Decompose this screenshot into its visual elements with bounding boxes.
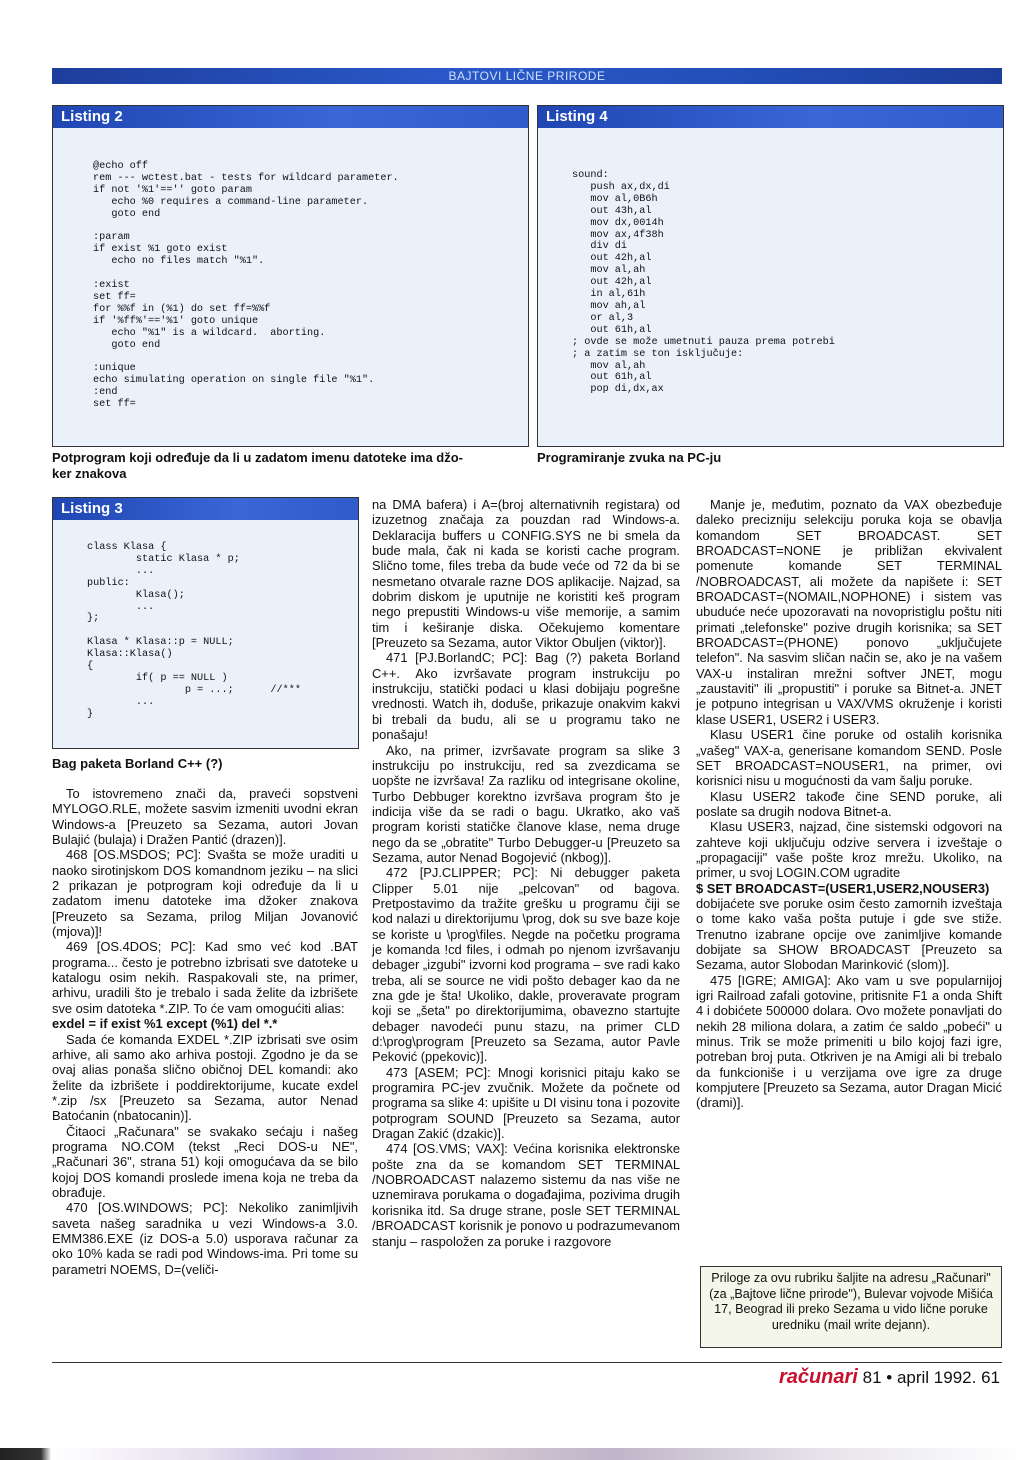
footer-divider <box>52 1362 1002 1363</box>
paragraph: Čitaoci „Računara" se svakako sećaju i našeg programa NO.COM (tekst „Reci DOS-u NE", „Računari 36", strana 51) koji omogućava da se bilo kojoj DOS komandi proslede imena koja ne treba da obrađuje. <box>52 1123 358 1200</box>
article-column-3 <box>696 497 1002 1111</box>
paragraph: 472 [PJ.CLIPPER; PC]: Ni debugger paketa Clipper 5.01 nije „pelcovan" od bagova. Pretpostavimo da tražite grešku u programu čiji se kod nalazi u direktorijumu \prog, dok su sve baze koje se koriste u \prog\files. Negde na početku programa je komanda !cd files, i odmah po njenom izvršavanju debager „izgubi" izvorni kod programa – sve radi kako treba, ali se source ne vidi pošto debager kao da ne zna gde je šta! Ukoliko, dakle, proveravate program koji se „šeta" po direktorijumima, obavezno startujte debager navodeći punu stazu, na primer CLD d:\prog\program [Preuzeto sa Sezama, autor Pavle Peković (ppekovic)]. <box>372 865 680 1065</box>
command-line: exdel = if exist %1 except (%1) del *.* <box>52 1016 278 1032</box>
paragraph: dobijaćete sve poruke osim često zamornih izveštaja o tome kako vaša pošta putuje i gde sve stiže. Trenutno izabrane opcije ove zanimljive komande dobijate sa SHOW BROADCAST [Preuzeto sa Sezama, autor Slobodan Marinković (slom)]. <box>696 895 1002 973</box>
issue-date: april 1992. <box>896 1368 977 1387</box>
paragraph: 469 [OS.4DOS; PC]: Kad smo već kod .BAT programa... često je potrebno izbrisati sve datoteke u katalogu osim nekih. Raspakovali ste, na primer, arhivu, uradili što je trebalo i sada želite da izbrišete sve osim datoteka *.ZIP. To će vam omogućiti alias: <box>52 939 358 1016</box>
article-column-2 <box>372 497 680 1249</box>
listing-3-box <box>52 497 359 749</box>
scan-edge-stripe <box>0 1448 1024 1460</box>
listing-4-box <box>537 105 1004 447</box>
paragraph: Sada će komanda EXDEL *.ZIP izbrisati sve osim arhive, ali samo ako arhiva postoji. Zgodno je da se ovaj alias ponaša slično običnoj DEL komandi: ako želite da izbrišete i poddirektorijume, kucate exdel *.zip /sx [Preuzeto sa Sezama, autor Nenad Batoćanin (nbatocanin)]. <box>52 1031 358 1124</box>
paragraph: 475 [IGRE; AMIGA]: Ako vam u sve popularnijoj igri Railroad zafali gotovine, pritisnite F1 a onda Shift 4 i dobićete 500000 dolara. Ovo možete ponavljati do nekih 28 miliona dolara, a zatim će saldo „pobeći" u minus. Trik se može primeniti u bilo kojoj fazi igre, potreban broj puta. Otkriven je na Amigi ali bi trebalo da funkcioniše i u verzijama ove igre za druge kompjutere [Preuzeto sa Sezama, autor Dragan Micić (drami)]. <box>696 972 1002 1111</box>
listing-3-caption: Bag paketa Borland C++ (?) <box>52 756 223 771</box>
listing-4-title: Listing 4 <box>538 106 1003 128</box>
paragraph: 470 [OS.WINDOWS; PC]: Nekoliko zanimljivih saveta našeg saradnika u vezi Windows-a 3.0. EMM386.EXE (iz DOS-a 5.0) usporava računar za oko 10% kada se radi pod Windows-ima. Pri tome su parametri NOEMS, D=(veliči- <box>52 1200 358 1277</box>
submission-note-box <box>700 1266 1002 1348</box>
magazine-logo: računari <box>778 1366 858 1388</box>
paragraph: 471 [PJ.BorlandC; PC]: Bag (?) paketa Borland C++. Ako izvršavate program instrukciju po instrukciju, statički podaci u klasi dobijaju pogrešne vrednosti. Watch ih, doduše, prikazuje onakvim kakvi bi trebali da budu, ali se u programu tako ne ponašaju! <box>372 650 680 743</box>
section-header-band <box>52 68 1002 84</box>
listing-2-box <box>52 105 529 447</box>
listing-2-title: Listing 2 <box>53 106 528 128</box>
listing-3-title: Listing 3 <box>53 498 358 520</box>
section-title: BAJTOVI LIČNE PRIRODE <box>448 69 606 83</box>
listing-4-code: sound: push ax,dx,di mov al,0B6h out 43h,al mov dx,0014h mov ax,4f38h div di out 42h,al mov al,ah out 42h,al in al,61h mov ah,al or al,3 out 61h,al ; ovde se može umetnuti pauza prema potrebi ; a zatim se ton isključuje: mov al,ah out 61h,al pop di,dx,ax <box>572 170 835 396</box>
listing-3-code: class Klasa { static Klasa * p; ... public: Klasa(); ... }; Klasa * Klasa::p = NULL; Klasa::Klasa() { if( p == NULL ) p = ...; //*** ... } <box>87 542 301 720</box>
paragraph: Manje je, međutim, poznato da VAX obezbeđuje daleko precizniju selekciju poruka koja se obavlja komandom SET BROADCAST. SET BROADCAST=NONE je približan ekvivalent pomenute komande SET TERMINAL /NOBROADCAST, ali možete da napišete i: SET BROADCAST=(NOMAIL,NOPHONE) i sistem vas ubuduće neće upozoravati na novopristiglu poštu niti primati „telefonske" pozive drugih korisnika; sa SET BROADCAST=(PHONE) ponovo „uključujete telefon". Na sasvim sličan način se, ako je na vašem VAX-u instaliran mrežni softver JNET, mogu „zaustaviti" ili „propustiti" i poruke sa Bitnet-a. JNET je potpuno integrisan u VAX/VMS okruženje i koristi klase USER1, USER2 i USER3. <box>696 497 1002 727</box>
issue-number: 81 <box>862 1368 882 1387</box>
paragraph: 474 [OS.VMS; VAX]: Većina korisnika elektronske pošte zna da se komandom SET TERMINAL /NOBROADCAST nalazemo sistemu da nas više ne uznemirava porukama o događajima, pozivima drugih korisnika itd. Sa druge strane, posle SET TERMINAL /BROADCAST korisnik je ponovo u podrazumevanom stanju – raspoložen za poruke i razgovore <box>372 1141 680 1249</box>
page-number: 61 <box>981 1368 1000 1387</box>
listing-2-code: @echo off rem --- wctest.bat - tests for wildcard parameter. if not '%1'=='' goto param echo %0 requires a command-line parameter. goto end :param if exist %1 goto exist echo no files match "%1". :exist set ff= for %%f in (%1) do set ff=%%f if '%ff%'=='%1' goto unique echo "%1" is a wildcard. aborting. goto end :unique echo simulating operation on single file "%1". :end set ff= <box>93 161 399 411</box>
paragraph: To istovremeno znači da, praveći sopstveni MYLOGO.RLE, možete sasvim izmeniti uvodni ekran Windows-a [Preuzeto sa Sezama, autori Jovan Bulajić (bulaja) i Dražen Pantić (drazen)]. <box>52 786 358 848</box>
paragraph: 468 [OS.MSDOS; PC]: Svašta se može uraditi u naoko sirotinjskom DOS komandnom jeziku – na slici 2 prikazan je potprogram koji određuje da li u zadatom imenu datoteke ima džoker znakova [Preuzeto sa Sezama, prilog Miljan Jovanović (mjova)]! <box>52 847 358 940</box>
paragraph: Klasu USER1 čine poruke od ostalih korisnika „vašeg" VAX-a, generisane komandom SEND. Posle SET BROADCAST=NOUSER1, na primer, ovi korisnici nisu u mogućnosti da vam šalju poruke. <box>696 727 1002 789</box>
paragraph: na DMA bafera) i A=(broj alternativnih registara) od izuzetnog značaja za pouzdan rad Windows-a. Deklaracija buffers u CONFIG.SYS ne bi smela da bude mala, čak ni kada se koristi cache program. Slično tome, files treba da bude veće od 72 da bi se nesmetano otvarale razne DOS aplikacije. Najzad, sa dobrim diskom je uputnije ne koristiti keš program nego prepustiti Windows-u više memorije, a samim tim i keširanje diska. Očekujemo komentare [Preuzeto sa Sezama, autor Viktor Obuljen (viktor)]. <box>372 497 680 651</box>
paragraph: 473 [ASEM; PC]: Mnogi korisnici pitaju kako se programira PC-jev zvučnik. Možete da počnete od programa sa slike 4: upišite u DI visinu tona i pozovite potprogram SOUND [Preuzeto sa Sezama, autor Dragan Zakić (dzakic)]. <box>372 1064 680 1142</box>
listing-2-caption: Potprogram koji određuje da li u zadatom imenu datoteke ima džo- ker znakova <box>52 450 463 481</box>
command-line: $ SET BROADCAST=(USER1,USER2,NOUSER3) <box>696 880 990 896</box>
article-column-1 <box>52 786 358 1277</box>
listing-4-caption: Programiranje zvuka na PC-ju <box>537 450 722 465</box>
page-footer <box>779 1366 1000 1389</box>
submission-note-text: Priloge za ovu rubriku šaljite na adresu „Računari" (za „Bajtove lične prirode"), Bulevar vojvode Mišića 17, Beograd ili preko Sezama u vido lične poruke uredniku (mail write dejann). <box>709 1271 993 1332</box>
paragraph: Klasu USER2 takođe čine SEND poruke, ali poslate sa drugih nodova Bitnet-a. <box>696 788 1002 819</box>
bullet-separator: • <box>886 1368 893 1387</box>
paragraph: Ako, na primer, izvršavate program sa slike 3 instrukciju po instrukciju, red sa zvezdicama se uopšte ne izvršava! Za razliku od integrisane okoline, Turbo Debbuger korektno izvršava program što je indicija više da se radi o bagu. Ukratko, ako vaš program koristi statičke članove klase, nema druge nego da se „obratite" Turbo Debugger-u [Preuzeto sa Sezama, autor Nenad Bogojević (nkbog)]. <box>372 742 680 865</box>
paragraph: Klasu USER3, najzad, čine sistemski odgovori na zahteve koji uključuju odzive servera i izveštaje o „propagaciji" vaše pošte kroz mrežu. Ukoliko, na primer, u svoj LOGIN.COM ugradite <box>696 819 1002 881</box>
